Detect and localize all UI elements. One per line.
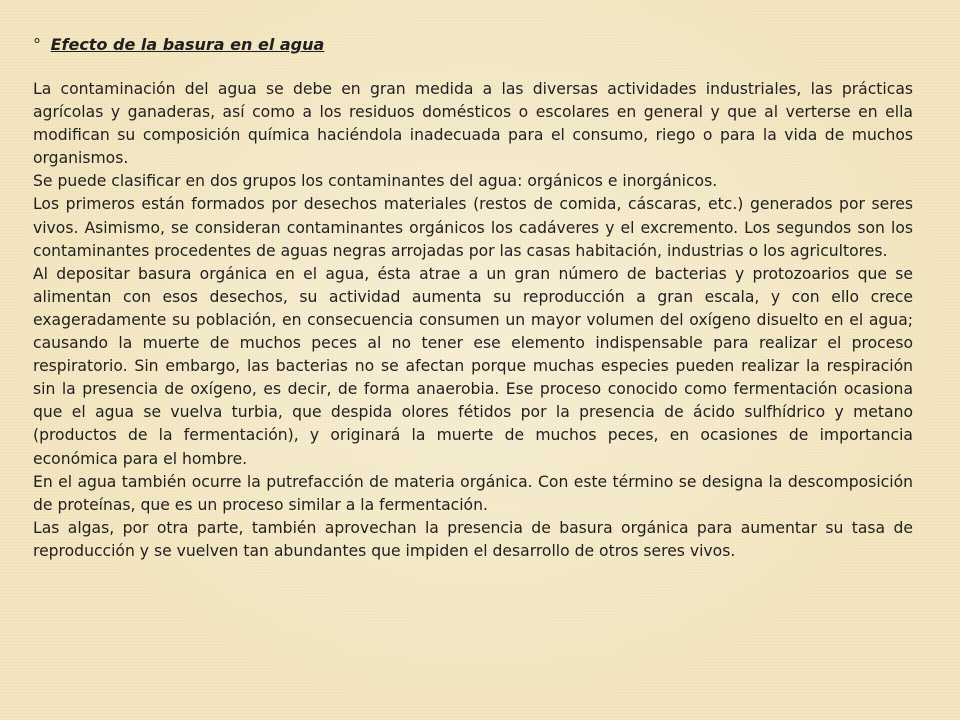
heading-title: Efecto de la basura en el agua	[50, 35, 325, 54]
section-heading	[33, 34, 913, 56]
heading-bullet: °	[33, 35, 41, 54]
paragraph-clasificacion: Se puede clasificar en dos grupos los contaminantes del agua: orgánicos e inorgánicos.	[33, 172, 718, 191]
paragraph-putrefaccion: En el agua también ocurre la putrefacción de materia orgánica. Con este término se designa la descomposición de proteínas, que es un proceso similar a la fermentación.	[33, 472, 913, 514]
paragraph-bacterias: Al depositar basura orgánica en el agua, ésta atrae a un gran número de bacterias y protozoarios que se alimentan con esos desechos, su actividad aumenta su reproducción a gran escala, y con ello crece exageradamente su población, en consecuencia consumen un mayor volumen del oxígeno disuelto en el agua; causando la muerte de muchos peces al no tener ese elemento indispensable para realizar el proceso respiratorio. Sin embargo, las bacterias no se afectan porque muchas especies pueden realizar la respiración sin la presencia de oxígeno, es decir, de forma anaerobia. Ese proceso conocido como fermentación ocasiona que el agua se vuelva turbia, que despida olores fétidos por la presencia de ácido sulfhídrico y metano (productos de la fermentación), y originará la muerte de muchos peces, en ocasiones de importancia económica para el hombre.	[33, 264, 913, 468]
slide-content	[33, 34, 913, 563]
paragraph-organicos: Los primeros están formados por desechos materiales (restos de comida, cáscaras, etc.) generados por seres vivos. Asimismo, se consideran contaminantes orgánicos los cadáveres y el excremento. Los segundos son los contaminantes procedentes de aguas negras arrojadas por las casas habitación, industrias o los agricultores.	[33, 195, 913, 260]
paragraph-algas: Las algas, por otra parte, también aprovechan la presencia de basura orgánica para aumentar su tasa de reproducción y se vuelven tan abundantes que impiden el desarrollo de otros seres vivos.	[33, 518, 913, 560]
paragraph-contaminacion: La contaminación del agua se debe en gran medida a las diversas actividades industriales, las prácticas agrícolas y ganaderas, así como a los residuos domésticos o escolares en general y que al verterse en ella modifican su composición química haciéndola inadecuada para el consumo, riego o para la vida de muchos organismos.	[33, 80, 913, 168]
